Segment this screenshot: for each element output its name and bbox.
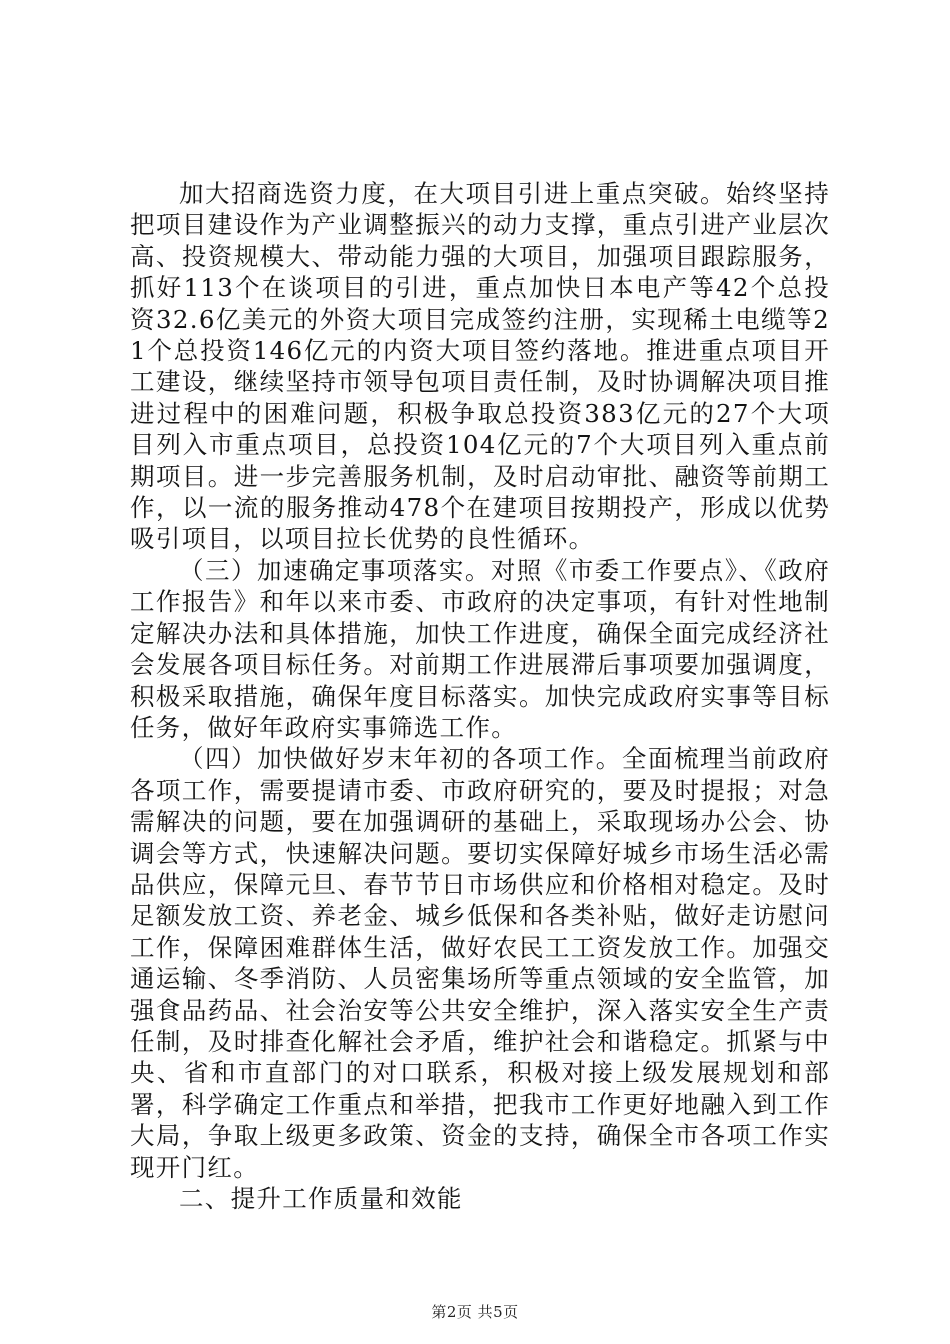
paragraph-item-four: （四）加快做好岁末年初的各项工作。全面梳理当前政府各项工作，需要提请市委、市政府研究的，要及时提报；对急需解决的问题，要在加强调研的基础上，采取现场办公会、协调会等方式，快速解决问题。要切实保障好城乡市场生活必需品供应，保障元旦、春节节日市场供应和价格相对稳定。及时足额发放工资、养老金、城乡低保和各类补贴，做好走访慰问工作，保障困难群体生活，做好农民工工资发放工作。加强交通运输、冬季消防、人员密集场所等重点领域的安全监管，加强食品药品、社会治安等公共安全维护，深入落实安全生产责任制，及时排查化解社会矛盾，维护社会和谐稳定。抓紧与中央、省和市直部门的对口联系，积极对接上级发展规划和部署，科学确定工作重点和举措，把我市工作更好地融入到工作大局，争取上级更多政策、资金的支持，确保全市各项工作实现开门红。 bbox=[130, 744, 830, 1182]
section-heading: 二、提升工作质量和效能 bbox=[179, 1184, 463, 1213]
page-footer: 第2页 共5页 bbox=[431, 1303, 519, 1321]
paragraph-investment: 加大招商选资力度，在大项目引进上重点突破。始终坚持把项目建设作为产业调整振兴的动力支撑，重点引进产业层次高、投资规模大、带动能力强的大项目，加强项目跟踪服务，抓好113个在谈项目的引进，重点加快日本电产等42个总投资32.6亿美元的外资大项目完成签约注册，实现稀土电缆等21个总投资146亿元的内资大项目签约落地。推进重点项目开工建设，继续坚持市领导包项目责任制，及时协调解决项目推进过程中的困难问题，积极争取总投资383亿元的27个大项目列入市重点项目，总投资104亿元的7个大项目列入重点前期项目。进一步完善服务机制，及时启动审批、融资等前期工作，以一流的服务推动478个在建项目按期投产，形成以优势吸引项目，以项目拉长优势的良性循环。 bbox=[130, 179, 830, 554]
document-body bbox=[130, 178, 830, 1214]
paragraph-item-three: （三）加速确定事项落实。对照《市委工作要点》、《政府工作报告》和年以来市委、市政府的决定事项，有针对性地制定解决办法和具体措施，加快工作进度，确保全面完成经济社会发展各项目标任务。对前期工作进展滞后事项要加强调度，积极采取措施，确保年度目标落实。加快完成政府实事等目标任务，做好年政府实事筛选工作。 bbox=[130, 555, 830, 742]
